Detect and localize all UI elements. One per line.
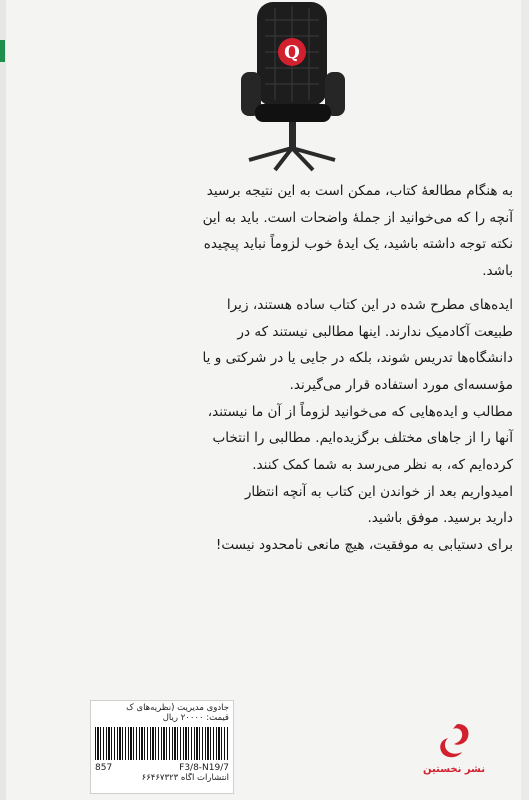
text-line: دارید برسید. موفق باشید. [367, 510, 513, 527]
paragraph-3 [128, 399, 513, 479]
label-codes [95, 763, 229, 773]
chair-badge-letter: Q [284, 42, 300, 63]
text-line: باشد. [482, 263, 513, 280]
barcode [95, 727, 229, 760]
text-line: امیدواریم بعد از خواندن این کتاب به آنچه انتظار [244, 483, 513, 500]
text-line: طبیعت آکادمیک ندارند. اینها مطالبی نیستند که در [237, 323, 513, 340]
text-line: مطالب و ایده‌هایی که می‌خوانید لزوماً از آن ما نیستند، [207, 403, 513, 420]
paragraph-4 [128, 479, 513, 532]
closing-line: برای دستیابی به موفقیت، هیچ مانعی نامحدود نیست! [215, 537, 513, 554]
text-line: آنچه را که می‌خوانید از جملهٔ واضحات است. باید به این [202, 209, 513, 226]
chair-illustration [235, 0, 351, 175]
text-line: نکته توجه داشته باشید، یک ایدهٔ خوب لزوماً نباید پیچیده [203, 236, 513, 253]
label-price: قیمت: ۲۰۰۰۰ ریال [162, 713, 229, 723]
label-code-left: 857 [95, 763, 113, 773]
page-edge [521, 0, 529, 800]
text-line: ایده‌های مطرح شده در این کتاب ساده هستند، زیرا [226, 296, 513, 313]
price-label [90, 700, 234, 794]
label-title: جادوی مدیریت (نظریه‌های ک [126, 703, 229, 713]
publisher-logo [432, 720, 476, 760]
text-line: کرده‌ایم که، به نظر می‌رسد به شما کمک کنند. [252, 457, 513, 474]
text-line: آنها را از جاهای مختلف برگزیده‌ایم. مطالبی را انتخاب [212, 430, 513, 447]
label-distributor: انتشارات آگاه ۶۶۴۶۷۳۲۳ [141, 773, 229, 783]
back-cover-text [128, 178, 513, 559]
label-code-right: F3/8-N19/7 [179, 763, 229, 773]
text-line: مؤسسه‌ای مورد استفاده قرار می‌گیرند. [289, 376, 513, 393]
spine-edge [0, 0, 6, 800]
publisher-name: نشر نخستین [423, 764, 485, 775]
paragraph-2 [128, 292, 513, 399]
paragraph-1 [128, 178, 513, 285]
text-line: دانشگاه‌ها تدریس شوند، بلکه در جایی یا در شرکتی و یا [202, 350, 513, 367]
text-line: به هنگام مطالعهٔ کتاب، ممکن است به این نتیجه برسید [206, 183, 513, 199]
spine-tab [0, 40, 5, 62]
